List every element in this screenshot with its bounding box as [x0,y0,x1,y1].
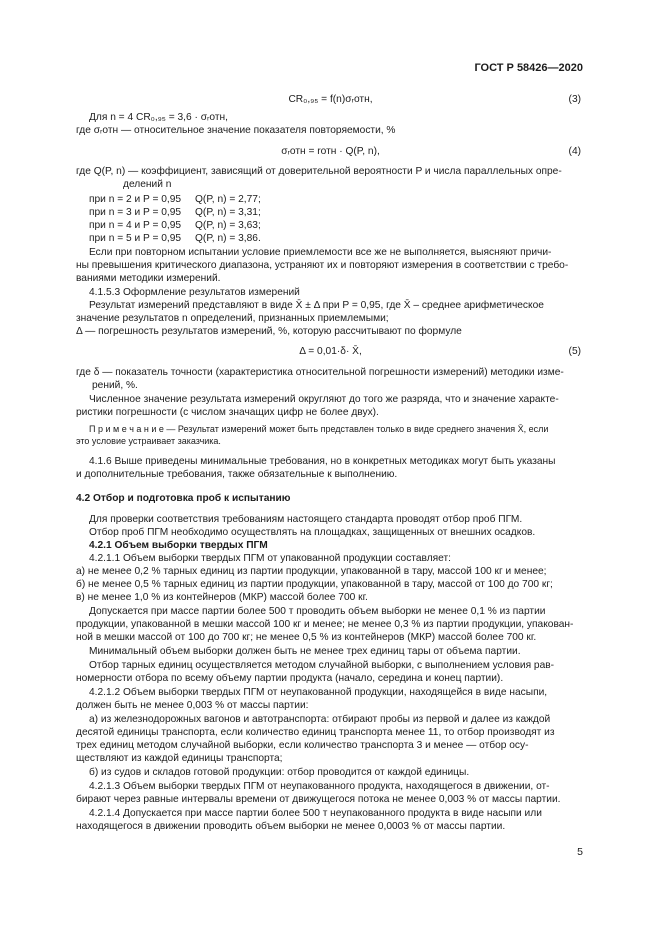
text-line: Для n = 4 CR₀,₉₅ = 3,6 · σᵣотн, [89,112,228,123]
text-line: Отбор тарных единиц осуществляется методом случайной выборки, с выполнением условия рав- [89,660,555,671]
equation-5: Δ = 0,01·δ· X̄, [299,346,362,357]
text-line: ной в мешки массой от 100 до 700 кг; не менее 0,5 % из контейнеров (МКР) массой более 700 кг. [76,632,537,643]
subsection-heading: 4.1.5.3 Оформление результатов измерений [89,287,300,298]
text-line: рений, %. [92,380,138,391]
text-line: а) из железнодорожных вагонов и автотранспорта: отбирают пробы из первой и далее из каждой [89,714,551,725]
subsection-heading: 4.2.1 Объем выборки твердых ПГМ [89,540,268,551]
text-line: номерности отбора по всему объему партии продукта (начало, середина и конец партии). [76,673,504,684]
q-condition: при n = 3 и P = 0,95 [89,207,182,218]
equation-3: CR₀,₉₅ = f(n)σᵣотн, [288,94,373,105]
text-line: Минимальный объем выборки должен быть не менее трех единиц тары от объема партии. [89,646,521,657]
text-line: 4.2.1.3 Объем выборки твердых ПГМ от неупакованного продукта, находящегося в движении, от- [89,781,550,792]
text-line: находящегося в движении проводить объем выборки не менее 0,0003 % от массы партии. [76,821,506,832]
text-line: 4.1.6 Выше приведены минимальные требования, но в конкретных методиках могут быть указаны [89,456,556,467]
text-line: б) из судов и складов готовой продукции: отбор проводится от каждой единицы. [89,767,470,778]
text-line: где δ — показатель точности (характеристика относительной погрешности измерений) методики изме- [76,367,564,378]
text-line: трех единиц методом случайной выборки, если количество транспорта 3 и менее — отбор осу- [76,740,529,751]
q-condition: при n = 4 и P = 0,95 [89,220,182,231]
text-line: Допускается при массе партии более 500 т проводить объем выборки не менее 0,1 % из партии [89,606,546,617]
text-line: продукции, упакованной в мешки массой 100 кг и менее; не менее 0,3 % из партии продукции, упакован- [76,619,574,630]
text-line: 4.2.1.4 Допускается при массе партии более 500 т неупакованного продукта в виде насыпи или [89,808,542,819]
text-line: а) не менее 0,2 % тарных единиц из партии продукции, упакованной в тару, массой 100 кг и менее; [76,566,547,577]
text-line: Для проверки соответствия требованиям настоящего стандарта проводят отбор проб ПГМ. [89,514,523,525]
text-line: Если при повторном испытании условие приемлемости все же не выполняется, выясняют причи- [89,247,552,258]
note-line: П р и м е ч а н и е — Результат измерений может быть представлен только в виде среднего значения X̄, если [89,424,549,434]
text-line: значение результатов n определений, признанных приемлемыми; [76,313,389,324]
text-line: 4.2.1.1 Объем выборки твердых ПГМ от упакованной продукции составляет: [89,553,451,564]
text-line: 4.2.1.2 Объем выборки твердых ПГМ от неупакованной продукции, находящейся в виде насыпи, [89,687,548,698]
q-value: Q(P, n) = 3,31; [195,207,261,218]
q-value: Q(P, n) = 3,86. [195,233,261,244]
q-condition: при n = 2 и P = 0,95 [89,194,182,205]
text-line: б) не менее 0,5 % тарных единиц из партии продукции, упакованной в тару, массой от 100 до 700 кг; [76,579,553,590]
equation-4: σᵣотн = rотн · Q(P, n), [281,146,380,157]
text-line: делений n [123,179,172,190]
q-value: Q(P, n) = 3,63; [195,220,261,231]
text-line: и дополнительные требования, также обязательные к выполнению. [76,469,398,480]
note-line: это условие устраивает заказчика. [76,436,221,446]
text-line: ны превышения критического диапазона, устраняют их и повторяют измерения в соответствии с требо- [76,260,569,271]
section-heading: 4.2 Отбор и подготовка проб к испытанию [76,493,291,504]
text-line: десятой единицы транспорта, если количество единиц транспорта менее 11, то отбор производят из [76,727,555,738]
text-line: где Q(P, n) — коэффициент, зависящий от доверительной вероятности P и числа параллельных опре- [76,166,562,177]
q-value: Q(P, n) = 2,77; [195,194,261,205]
q-condition: при n = 5 и P = 0,95 [89,233,182,244]
text-line: бирают через равные интервалы времени от движущегося потока не менее 0,003 % от массы партии. [76,794,561,805]
text-line: в) не менее 1,0 % из контейнеров (МКР) массой более 700 кг. [76,592,368,603]
document-header: ГОСТ Р 58426—2020 [474,62,583,74]
text-line: Δ — погрешность результатов измерений, %, которую рассчитывают по формуле [76,326,462,337]
text-line: Численное значение результата измерений округляют до того же разряда, что и значение характе- [89,394,559,405]
text-line: Отбор проб ПГМ необходимо осуществлять на площадках, защищенных от внешних осадков. [89,527,536,538]
text-line: должен быть не менее 0,003 % от массы партии: [76,700,309,711]
equation-4-number: (4) [568,146,581,157]
text-line: Результат измерений представляют в виде X̄ ± Δ при P = 0,95, где X̄ – среднее арифметическое [89,300,544,311]
equation-3-number: (3) [568,94,581,105]
equation-5-number: (5) [568,346,581,357]
text-line: ристики погрешности (с числом значащих цифр не более двух). [76,407,379,418]
text-line: ществляют из каждой единицы транспорта; [76,753,283,764]
page-number: 5 [577,846,583,858]
text-line: где σᵣотн — относительное значение показателя повторяемости, % [76,125,396,136]
text-line: ваниями методики измерений. [76,273,221,284]
